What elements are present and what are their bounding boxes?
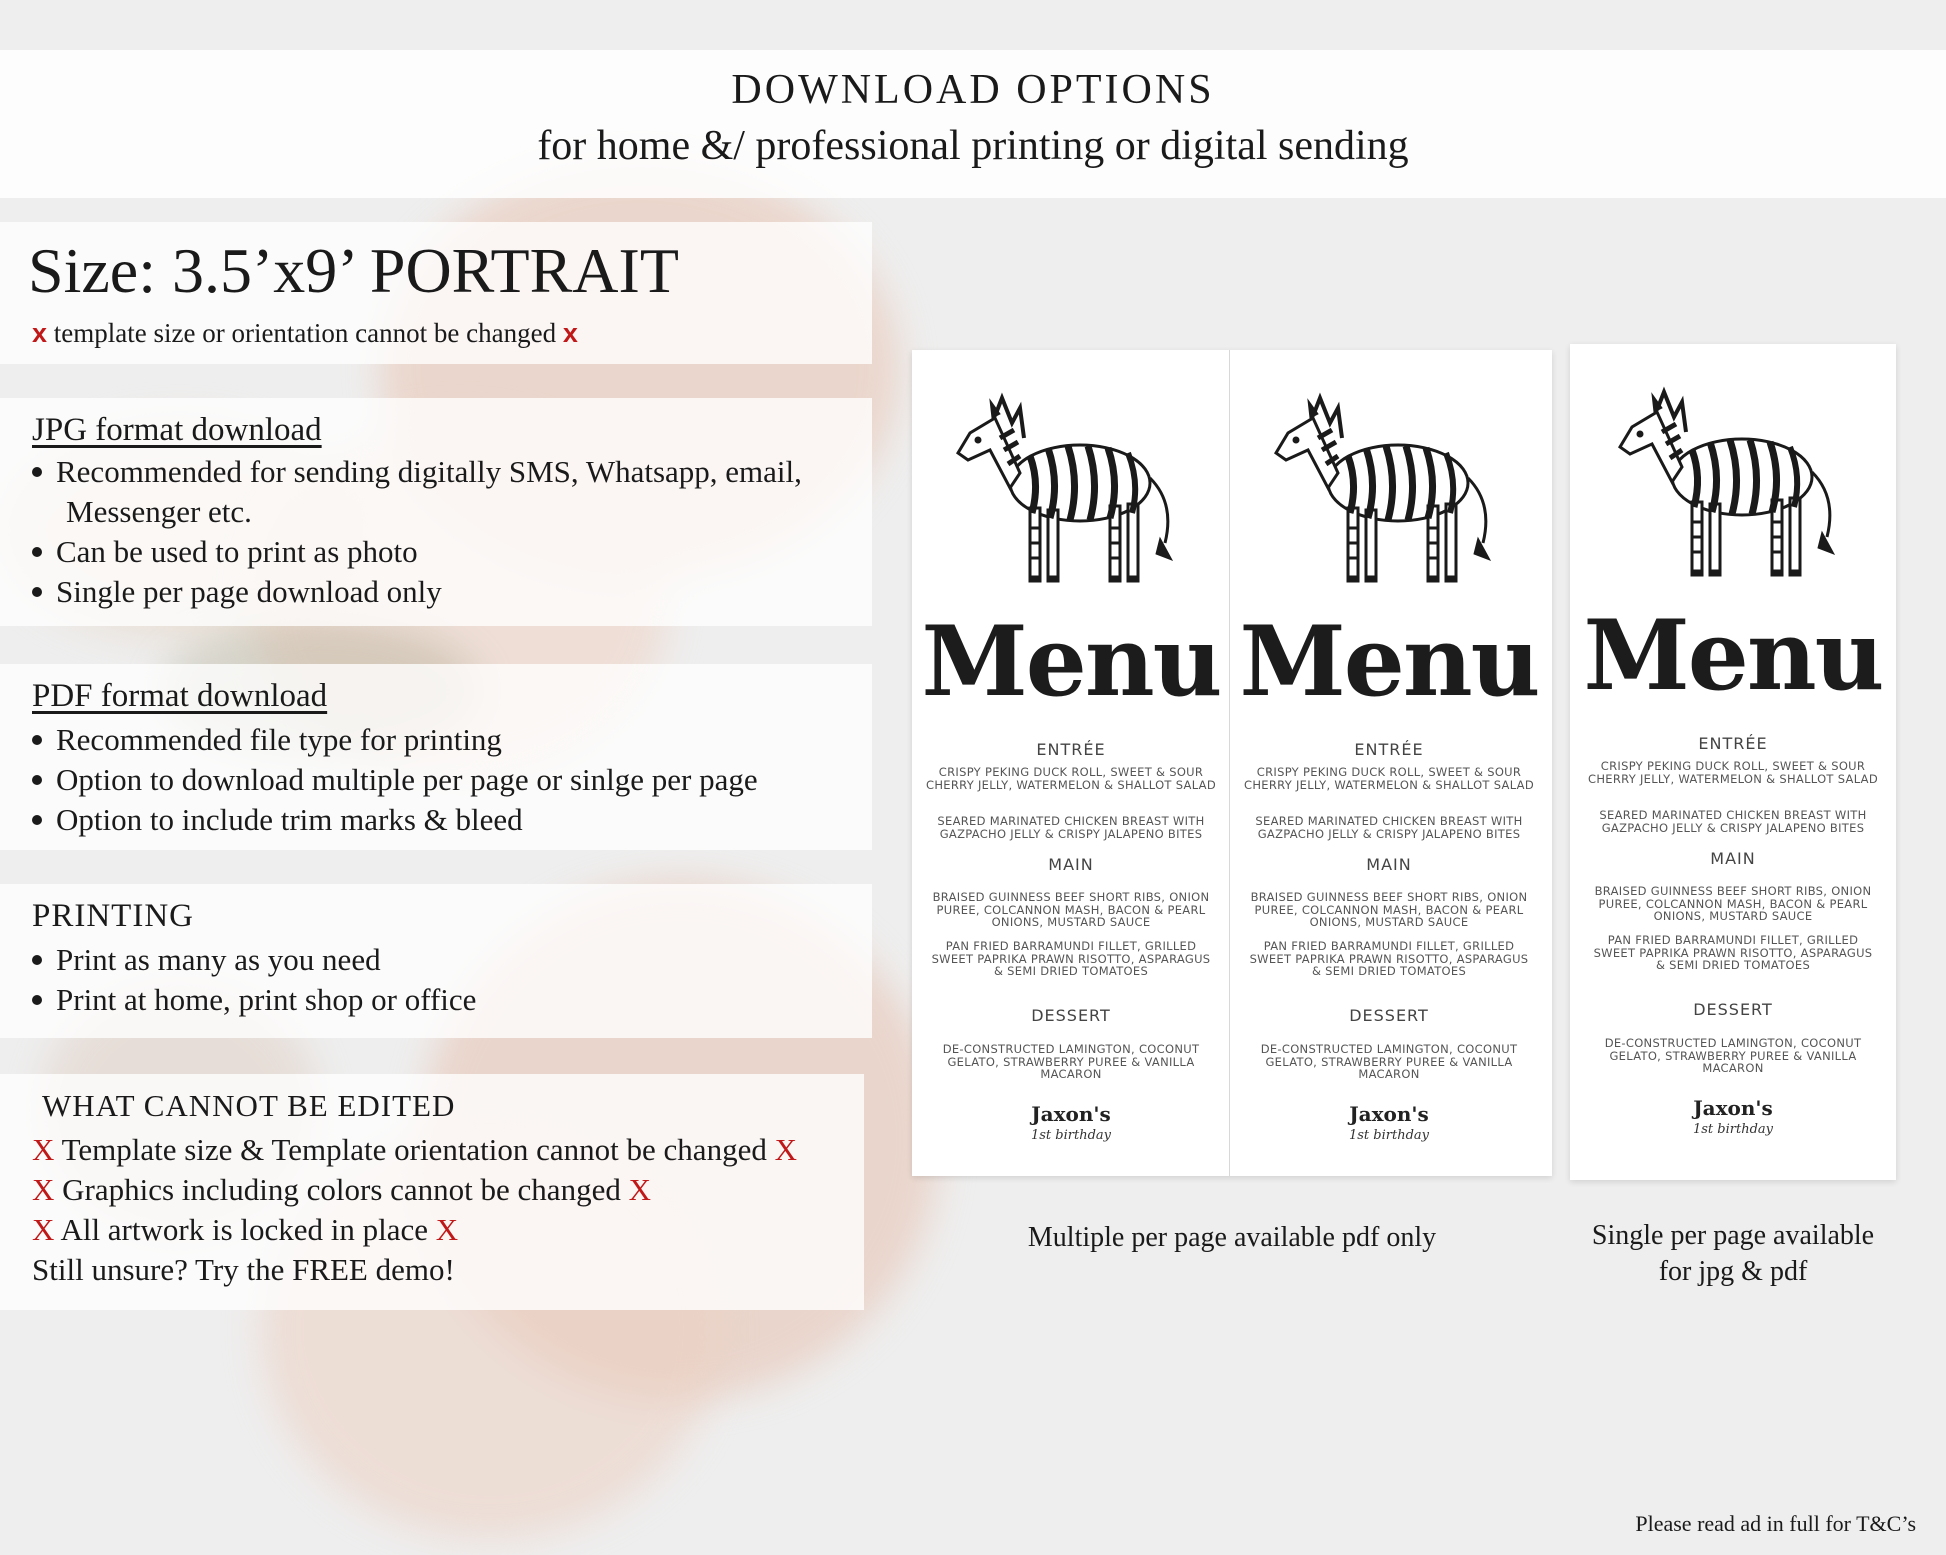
- main-heading: MAIN: [1366, 855, 1412, 874]
- printing-panel: [0, 884, 872, 1038]
- occasion-script: 1st birthday: [1692, 1122, 1773, 1137]
- main-item: PAN FRIED BARRAMUNDI FILLET, GRILLED SWEET PAPRIKA PRAWN RISOTTO, ASPARAGUS & SEMI DRIED TOMATOES: [931, 939, 1211, 978]
- size-note-text: template size or orientation cannot be changed: [53, 318, 557, 348]
- main-heading: MAIN: [1048, 855, 1094, 874]
- footer-note: Please read ad in full for T&C’s: [1635, 1511, 1916, 1536]
- dessert-item: DE-CONSTRUCTED LAMINGTON, COCONUT GELATO, STRAWBERRY PUREE & VANILLA MACARON: [1604, 1036, 1862, 1075]
- menu-preview-multiple: [912, 350, 1552, 1176]
- x-mark-icon: X: [435, 1212, 459, 1247]
- caption-multiple: Multiple per page available pdf only: [1027, 1222, 1437, 1253]
- dessert-heading: DESSERT: [1693, 1000, 1773, 1019]
- cannot-edit-heading: WHAT CANNOT BE EDITED: [42, 1088, 456, 1123]
- page-title: DOWNLOAD OPTIONS: [731, 67, 1215, 113]
- pdf-heading: PDF format download: [32, 678, 328, 714]
- main-item: BRAISED GUINNESS BEEF SHORT RIBS, ONION PUREE, COLCANNON MASH, BACON & PEARL ONIONS, MUSTARD SAUCE: [1594, 884, 1872, 923]
- entree-heading: ENTRÉE: [1354, 740, 1424, 759]
- entree-item: SEARED MARINATED CHICKEN BREAST WITH GAZPACHO JELLY & CRISPY JALAPENO BITES: [937, 814, 1205, 841]
- x-mark-icon: x: [32, 318, 48, 348]
- main-item: BRAISED GUINNESS BEEF SHORT RIBS, ONION PUREE, COLCANNON MASH, BACON & PEARL ONIONS, MUSTARD SAUCE: [1250, 890, 1528, 929]
- page-subtitle: for home &/ professional printing or digital sending: [537, 123, 1409, 169]
- bullet-icon: [32, 547, 42, 557]
- list-item: Recommended file type for printing: [28, 720, 758, 760]
- list-item: Recommended for sending digitally SMS, Whatsapp, email,: [28, 452, 802, 492]
- entree-item: CRISPY PEKING DUCK ROLL, SWEET & SOUR CHERRY JELLY, WATERMELON & SHALLOT SALAD: [1588, 759, 1878, 786]
- occasion-script: 1st birthday: [1030, 1128, 1111, 1143]
- jpg-heading: JPG format download: [32, 412, 322, 448]
- zebra-icon: [950, 378, 1190, 598]
- list-item: Can be used to print as photo: [28, 532, 802, 572]
- caption-single: Single per page available for jpg & pdf: [1591, 1220, 1875, 1287]
- bullet-icon: [32, 735, 42, 745]
- main-item: PAN FRIED BARRAMUNDI FILLET, GRILLED SWEET PAPRIKA PRAWN RISOTTO, ASPARAGUS & SEMI DRIED TOMATOES: [1249, 939, 1529, 978]
- entree-item: SEARED MARINATED CHICKEN BREAST WITH GAZPACHO JELLY & CRISPY JALAPENO BITES: [1255, 814, 1523, 841]
- bullet-icon: [32, 815, 42, 825]
- zebra-icon: [1268, 378, 1508, 598]
- list-item: X Graphics including colors cannot be changed X: [32, 1172, 651, 1207]
- main-item: PAN FRIED BARRAMUNDI FILLET, GRILLED SWEET PAPRIKA PRAWN RISOTTO, ASPARAGUS & SEMI DRIED TOMATOES: [1593, 933, 1873, 972]
- list-item: Option to download multiple per page or sinlge per page: [28, 760, 758, 800]
- size-title: Size: 3.5’x9’ PORTRAIT: [28, 235, 679, 306]
- zebra-icon: [1612, 372, 1852, 592]
- jpg-list: [28, 452, 802, 612]
- pdf-list: [28, 720, 758, 840]
- menu-column: [1230, 350, 1548, 1176]
- list-item: Print as many as you need: [28, 940, 476, 980]
- menu-title: Menu: [1583, 599, 1883, 712]
- bullet-icon: [32, 775, 42, 785]
- jpg-panel: [0, 398, 872, 626]
- header-banner: [0, 50, 1946, 198]
- x-mark-icon: X: [32, 1132, 55, 1167]
- dessert-item: DE-CONSTRUCTED LAMINGTON, COCONUT GELATO, STRAWBERRY PUREE & VANILLA MACARON: [942, 1042, 1200, 1081]
- size-panel: [0, 222, 872, 364]
- dessert-heading: DESSERT: [1031, 1006, 1111, 1025]
- entree-heading: ENTRÉE: [1036, 740, 1106, 759]
- main-item: BRAISED GUINNESS BEEF SHORT RIBS, ONION PUREE, COLCANNON MASH, BACON & PEARL ONIONS, MUSTARD SAUCE: [932, 890, 1210, 929]
- x-mark-icon: x: [562, 318, 578, 348]
- entree-item: CRISPY PEKING DUCK ROLL, SWEET & SOUR CHERRY JELLY, WATERMELON & SHALLOT SALAD: [926, 765, 1216, 792]
- x-mark-icon: X: [32, 1172, 55, 1207]
- x-mark-icon: X: [32, 1212, 55, 1247]
- menu-column: [1574, 344, 1892, 1180]
- celebrant-name: Jaxon's: [1693, 1096, 1773, 1120]
- bullet-icon: [32, 955, 42, 965]
- menu-title: Menu: [921, 605, 1221, 718]
- size-note: [32, 318, 578, 349]
- occasion-script: 1st birthday: [1348, 1128, 1429, 1143]
- entree-item: CRISPY PEKING DUCK ROLL, SWEET & SOUR CHERRY JELLY, WATERMELON & SHALLOT SALAD: [1244, 765, 1534, 792]
- bullet-icon: [32, 995, 42, 1005]
- list-item: X Template size & Template orientation cannot be changed X: [32, 1132, 797, 1167]
- pdf-panel: [0, 664, 872, 850]
- list-item: Print at home, print shop or office: [28, 980, 476, 1020]
- x-mark-icon: X: [628, 1172, 651, 1207]
- cannot-edit-panel: [0, 1074, 864, 1310]
- demo-line: Still unsure? Try the FREE demo!: [32, 1252, 455, 1287]
- list-item: Messenger etc.: [66, 494, 252, 529]
- cannot-edit-list: [32, 1130, 797, 1290]
- menu-preview-single: [1570, 344, 1896, 1180]
- celebrant-name: Jaxon's: [1031, 1102, 1111, 1126]
- entree-heading: ENTRÉE: [1698, 734, 1768, 753]
- main-heading: MAIN: [1710, 849, 1756, 868]
- list-item: Single per page download only: [28, 572, 802, 612]
- list-item: Option to include trim marks & bleed: [28, 800, 758, 840]
- menu-title: Menu: [1239, 605, 1539, 718]
- dessert-item: DE-CONSTRUCTED LAMINGTON, COCONUT GELATO, STRAWBERRY PUREE & VANILLA MACARON: [1260, 1042, 1518, 1081]
- printing-list: [28, 940, 476, 1020]
- entree-item: SEARED MARINATED CHICKEN BREAST WITH GAZPACHO JELLY & CRISPY JALAPENO BITES: [1599, 808, 1867, 835]
- printing-heading: PRINTING: [32, 898, 194, 934]
- bullet-icon: [32, 587, 42, 597]
- dessert-heading: DESSERT: [1349, 1006, 1429, 1025]
- menu-column: [912, 350, 1230, 1176]
- list-item: X All artwork is locked in place X: [32, 1212, 459, 1247]
- bullet-icon: [32, 467, 42, 477]
- celebrant-name: Jaxon's: [1349, 1102, 1429, 1126]
- x-mark-icon: X: [774, 1132, 797, 1167]
